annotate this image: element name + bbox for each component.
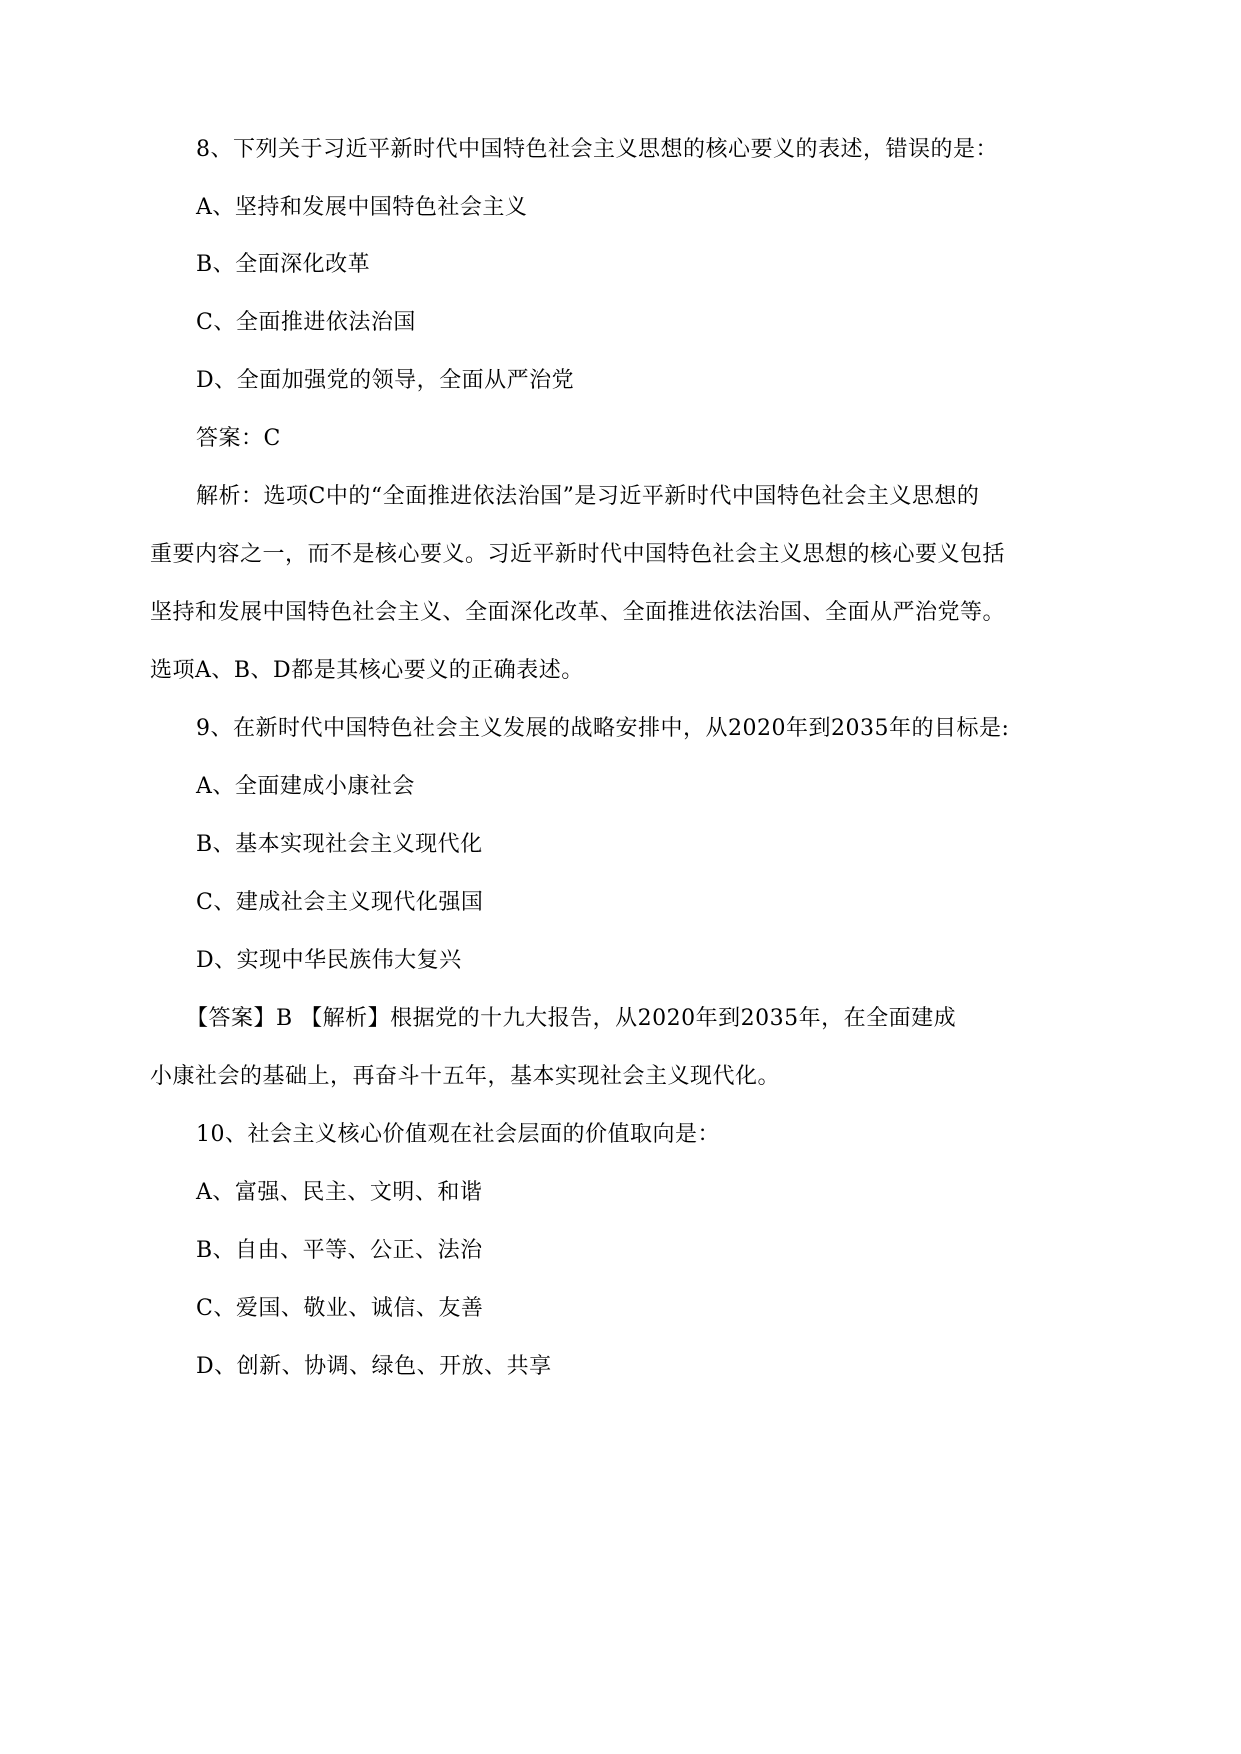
question-9-answer-analysis: 【答案】B 【解析】根据党的十九大报告，从2020年到2035年，在全面建成 [186,1006,957,1031]
question-8-option-a: A、坚持和发展中国特色社会主义 [196,195,528,220]
question-8-answer: 答案：C [196,426,281,451]
question-9-text: 9、在新时代中国特色社会主义发展的战略安排中，从2020年到2035年的目标是: [196,716,1010,741]
question-10-option-c: C、爱国、敬业、诚信、友善 [196,1296,484,1321]
question-8-option-b: B、全面深化改革 [196,252,371,277]
question-9-option-d: D、实现中华民族伟大复兴 [196,948,462,973]
question-10-option-d: D、创新、协调、绿色、开放、共享 [196,1354,552,1379]
question-9-option-c: C、建成社会主义现代化强国 [196,890,484,915]
question-10-option-a: A、富强、民主、文明、和谐 [196,1180,483,1205]
question-10-text: 10、社会主义核心价值观在社会层面的价值取向是： [196,1122,720,1147]
question-8-text: 8、下列关于习近平新时代中国特色社会主义思想的核心要义的表述，错误的是： [196,137,998,162]
question-10-option-b: B、自由、平等、公正、法治 [196,1238,483,1263]
question-8-option-d: D、全面加强党的领导，全面从严治党 [196,368,575,393]
question-9-option-b: B、基本实现社会主义现代化 [196,832,483,857]
question-8-option-c: C、全面推进依法治国 [196,310,416,335]
question-9-option-a: A、全面建成小康社会 [196,774,415,799]
question-8-analysis-line: 坚持和发展中国特色社会主义、全面深化改革、全面推进依法治国、全面从严治党等。 [150,600,1006,625]
question-8-analysis-line: 选项A、B、D都是其核心要义的正确表述。 [150,658,584,683]
question-9-analysis-line: 小康社会的基础上，再奋斗十五年，基本实现社会主义现代化。 [150,1064,781,1089]
question-8-analysis-line: 重要内容之一，而不是核心要义。习近平新时代中国特色社会主义思想的核心要义包括 [150,542,1006,567]
question-8-analysis-line: 解析：选项C中的“全面推进依法治国”是习近平新时代中国特色社会主义思想的 [196,484,980,509]
